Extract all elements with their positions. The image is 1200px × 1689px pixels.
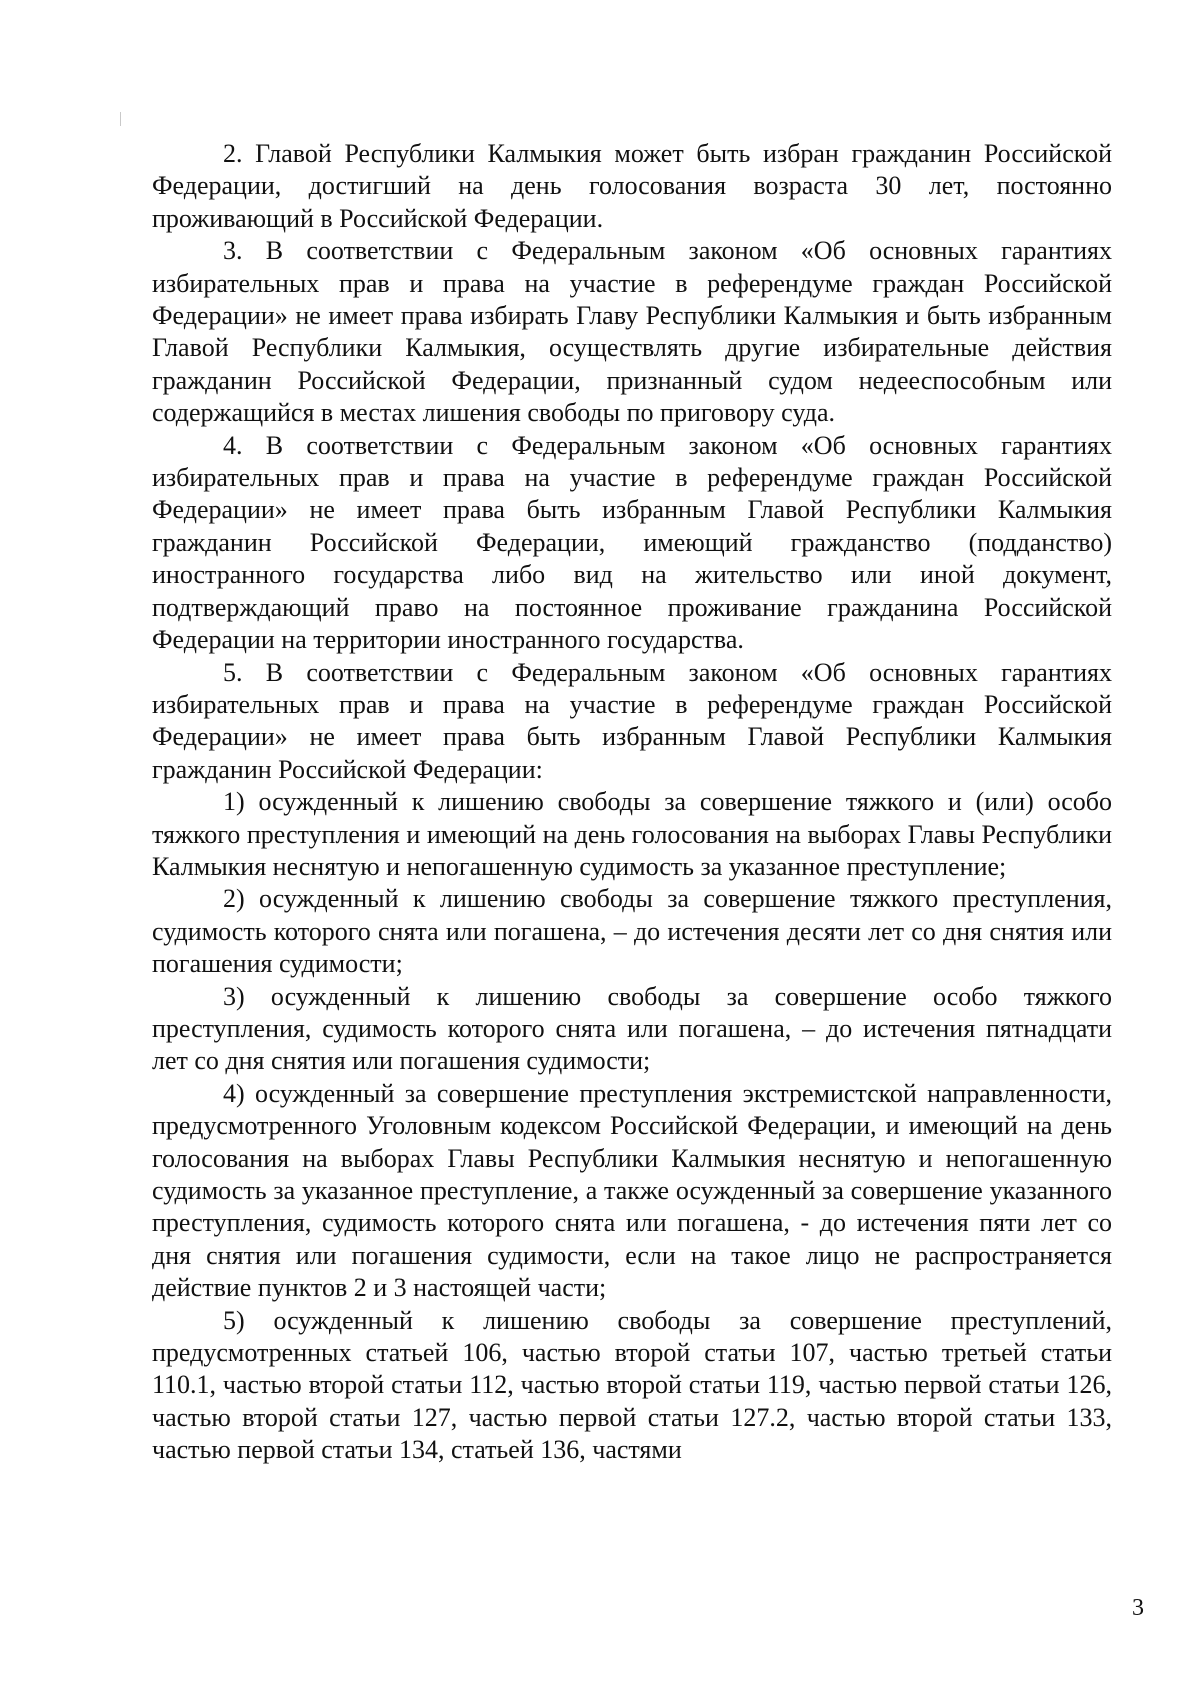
list-item-2: 2) осужденный к лишению свободы за совершение тяжкого преступления, судимость которого снята или погашена, – до истечения десяти лет со дня снятия или погашения судимости; <box>152 884 1112 979</box>
list-item-3: 3) осужденный к лишению свободы за совершение особо тяжкого преступления, судимость которого снята или погашена, – до истечения пятнадцати лет со дня снятия или погашения судимости; <box>152 981 1112 1076</box>
paragraph-5: 5. В соответствии с Федеральным законом «Об основных гарантиях избирательных прав и права на участие в референдуме граждан Российской Федерации» не имеет права быть избранным Главой Республики Калмыкия гражданин Российской Федерации: <box>152 657 1112 784</box>
scan-artifact <box>120 112 121 126</box>
list-item-4: 4) осужденный за совершение преступления экстремистской направленности, предусмотренного Уголовным кодексом Российской Федерации, и имеющий на день голосования на выборах Главы Республики Калмыкия неснятую и непогашенную судимость за указанное преступление, а также осужденный за совершение указанного преступления, судимость которого снята или погашена, - до истечения пяти лет со дня снятия или погашения судимости, если на такое лицо не распространяется действие пунктов 2 и 3 настоящей части; <box>152 1078 1112 1303</box>
page-number: 3 <box>1132 1595 1144 1621</box>
list-item-5: 5) осужденный к лишению свободы за совершение преступлений, предусмотренных статьей 106, частью второй статьи 107, частью третьей статьи 110.1, частью второй статьи 112, частью второй статьи 119, частью первой статьи 126, частью второй статьи 127, частью первой статьи 127.2, частью второй статьи 133, частью первой статьи 134, статьей 136, частями <box>152 1305 1112 1465</box>
paragraph-4: 4. В соответствии с Федеральным законом «Об основных гарантиях избирательных прав и права на участие в референдуме граждан Российской Федерации» не имеет права быть избранным Главой Республики Калмыкия гражданин Российской Федерации, имеющий гражданство (подданство) иностранного государства либо вид на жительство или иной документ, подтверждающий право на постоянное проживание гражданина Российской Федерации на территории иностранного государства. <box>152 430 1112 655</box>
list-item-1: 1) осужденный к лишению свободы за совершение тяжкого и (или) особо тяжкого преступления и имеющий на день голосования на выборах Главы Республики Калмыкия неснятую и непогашенную судимость за указанное преступление; <box>152 787 1112 881</box>
paragraph-3: 3. В соответствии с Федеральным законом «Об основных гарантиях избирательных прав и права на участие в референдуме граждан Российской Федерации» не имеет права избирать Главу Республики Калмыкия и быть избранным Главой Республики Калмыкия, осуществлять другие избирательные действия гражданин Российской Федерации, признанный судом недееспособным или содержащийся в местах лишения свободы по приговору суда. <box>152 236 1112 428</box>
paragraph-2: 2. Главой Республики Калмыкия может быть избран гражданин Российской Федерации, достигший на день голосования возраста 30 лет, постоянно проживающий в Российской Федерации. <box>152 139 1112 233</box>
document-body <box>152 138 1112 1467</box>
